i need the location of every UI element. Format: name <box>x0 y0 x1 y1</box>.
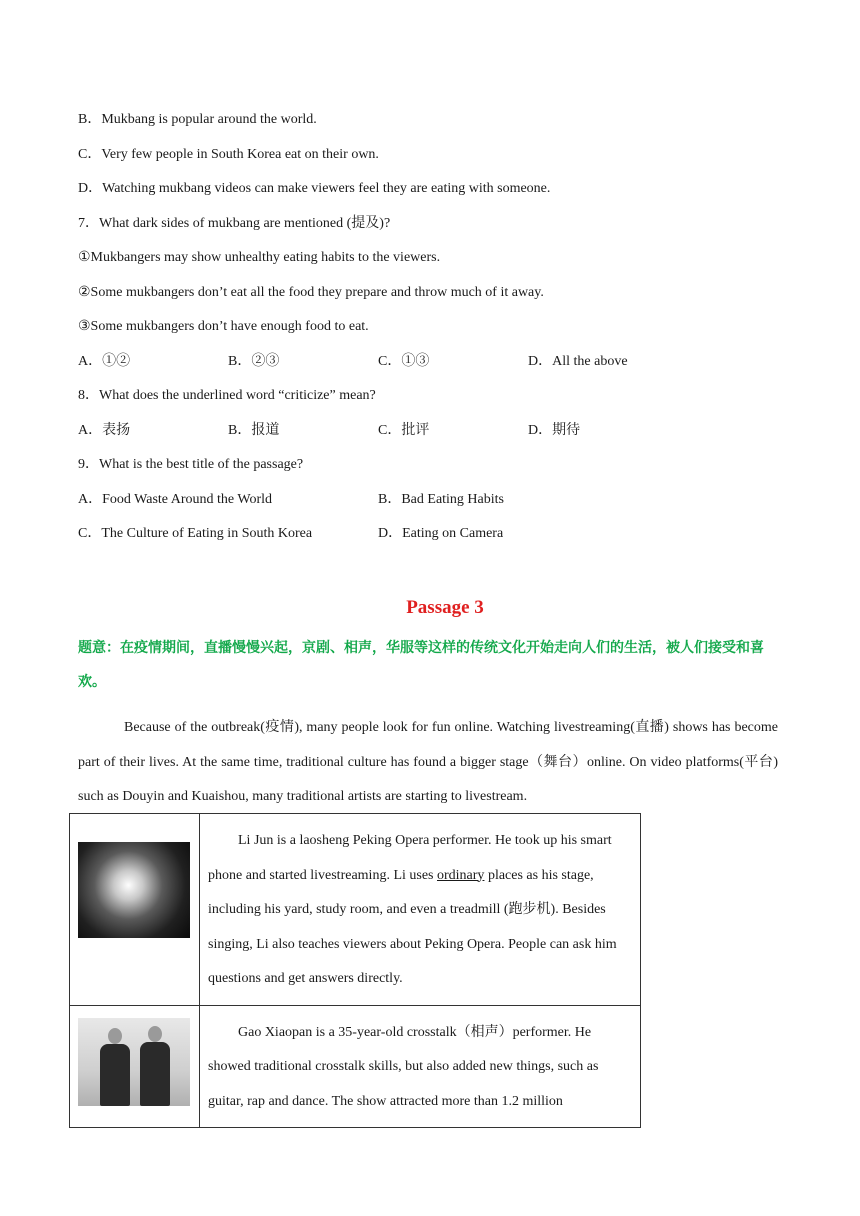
question-8: 8．What does the underlined word “criticize” mean? <box>78 388 376 403</box>
option-6c: C．Very few people in South Korea eat on their own. <box>78 147 379 162</box>
photo-cell <box>70 814 200 1006</box>
question-7: 7．What dark sides of mukbang are mentioned (提及)? <box>78 216 391 231</box>
underlined-word: ordinary <box>437 867 485 883</box>
table-row <box>70 814 641 1006</box>
q8-option-c: C．批评 <box>378 423 430 438</box>
li-jun-text <box>200 814 641 1006</box>
option-6d: D．Watching mukbang videos can make viewers feel they are eating with someone. <box>78 181 551 196</box>
passage-title: Passage 3 <box>406 597 484 618</box>
table-row <box>70 1005 641 1128</box>
li-jun-text-before: Li Jun is a laosheng Peking Opera performer. He took up his smart phone and started livestreaming. Li uses <box>208 833 612 883</box>
question-9: 9．What is the best title of the passage? <box>78 457 304 472</box>
gao-xiaopan-text: Gao Xiaopan is a 35-year-old crosstalk（相声）performer. He showed traditional crosstalk skills, but also added new things, such as guitar, rap and dance. The show attracted more than 1.2 million <box>200 1005 641 1128</box>
q8-option-b: B．报道 <box>228 423 280 438</box>
q9-option-b: B．Bad Eating Habits <box>378 492 504 507</box>
statement-1: ①Mukbangers may show unhealthy eating habits to the viewers. <box>78 250 441 265</box>
passage-tip: 题意：在疫情期间，直播慢慢兴起，京剧、相声，华服等这样的传统文化开始走向人们的生活，被人们接受和喜欢。 <box>78 640 764 690</box>
statement-3: ③Some mukbangers don’t have enough food to eat. <box>78 319 369 334</box>
performer-table <box>69 813 641 1128</box>
q7-option-b: B．②③ <box>228 354 280 369</box>
q9-option-a: A．Food Waste Around the World <box>78 492 272 507</box>
passage-intro: Because of the outbreak(疫情), many people look for fun online. Watching livestreaming(直播) shows has become part of their lives. At the same time, traditional culture has found a bigger stage（舞台）online. On video platforms(平台) such as Douyin and Kuaishou, many traditional artists are starting to livestream. <box>78 720 778 804</box>
q9-option-d: D．Eating on Camera <box>378 526 504 541</box>
q8-option-d: D．期待 <box>528 423 581 438</box>
crosstalk-photo <box>78 1018 190 1106</box>
peking-opera-photo <box>78 842 190 938</box>
photo-cell <box>70 1005 200 1128</box>
q7-option-a: A．①② <box>78 354 131 369</box>
li-jun-text-after: places as his stage, including his yard, study room, and even a treadmill (跑步机). Besides singing, Li also teaches viewers about Peking Opera. People can ask him questions and get answers directly. <box>208 867 617 986</box>
statement-2: ②Some mukbangers don’t eat all the food they prepare and throw much of it away. <box>78 285 544 300</box>
q8-option-a: A．表扬 <box>78 423 131 438</box>
q7-option-d: D．All the above <box>528 354 628 369</box>
option-6b: B．Mukbang is popular around the world. <box>78 112 317 127</box>
q7-option-c: C．①③ <box>378 354 430 369</box>
q9-option-c: C．The Culture of Eating in South Korea <box>78 526 313 541</box>
